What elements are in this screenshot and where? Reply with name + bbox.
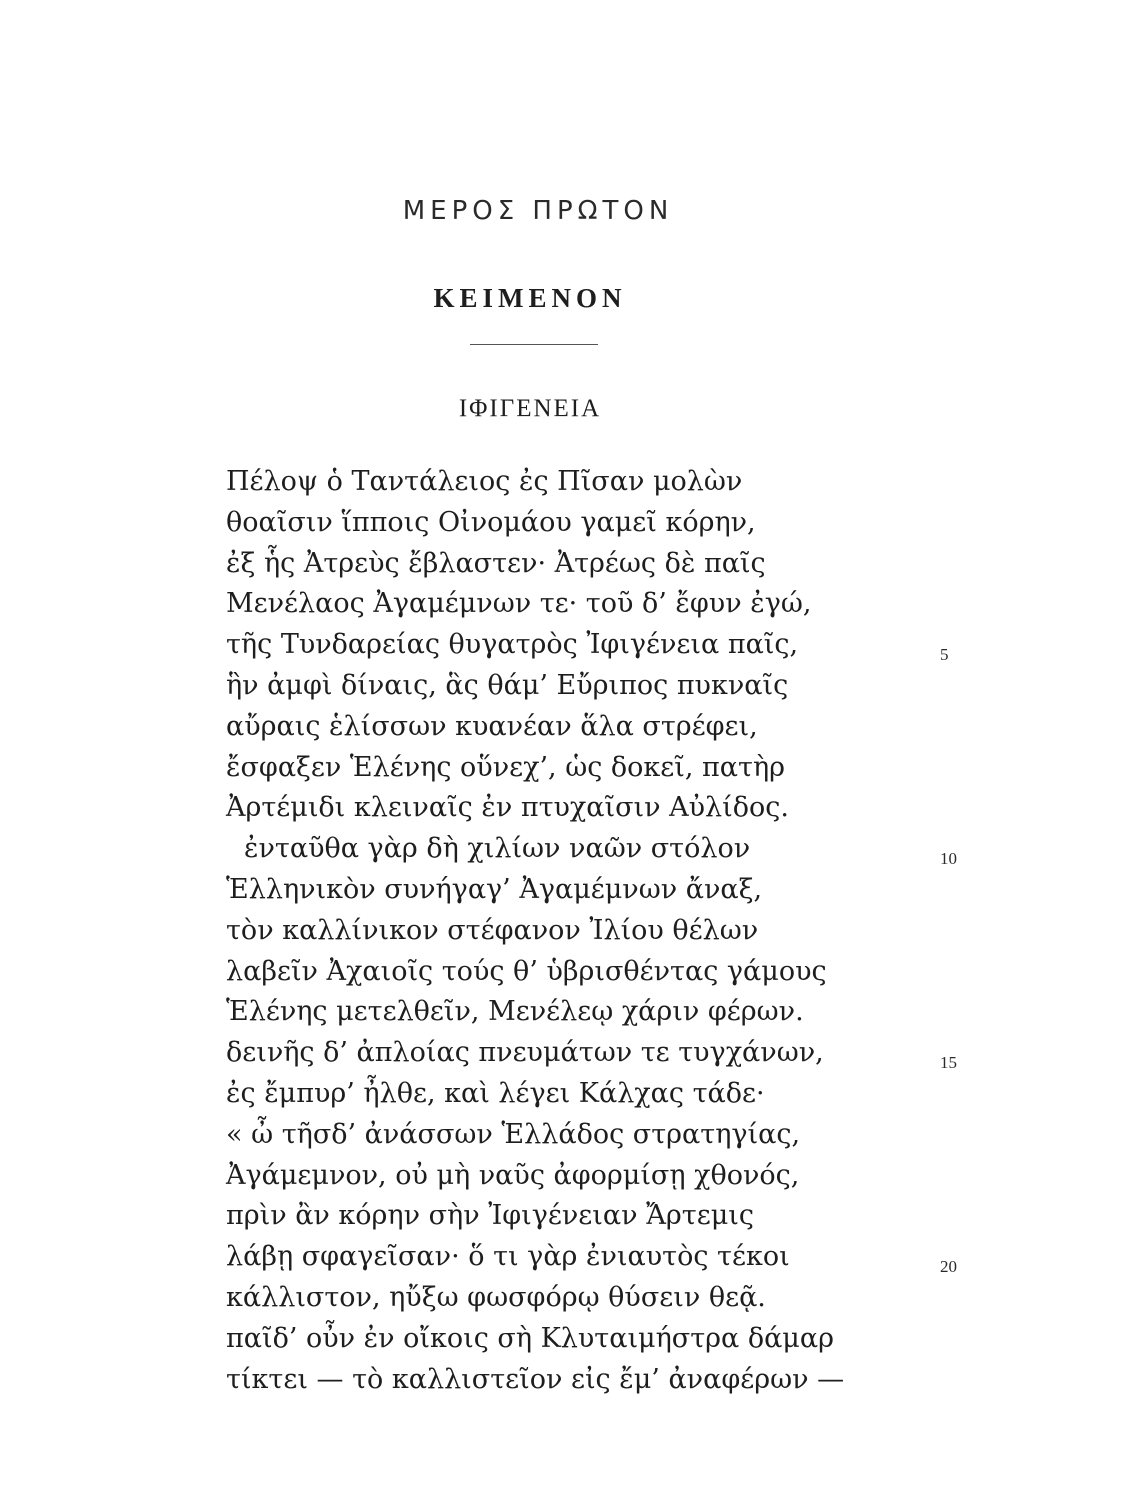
verse-line: τίκτει — τὸ καλλιστεῖον εἰς ἔμ’ ἀναφέρων — bbox=[226, 1363, 845, 1395]
verse-line: κάλλιστον, ηὔξω φωσφόρῳ θύσειν θεᾷ. bbox=[226, 1281, 766, 1313]
verse-list bbox=[226, 462, 886, 1400]
line-number: 5 bbox=[940, 645, 949, 664]
verse-line: Πέλοψ ὁ Ταντάλειος ἐς Πῖσαν μολὼν bbox=[226, 466, 743, 497]
verse-line: παῖδ’ οὖν ἐν οἴκοις σὴ Κλυταιμήστρα δάμαρ bbox=[226, 1322, 834, 1354]
verse-line: ἐς ἔμπυρ’ ἦλθε, καὶ λέγει Κάλχας τάδε· bbox=[226, 1077, 765, 1109]
verse-line: αὔραις ἑλίσσων κυανέαν ἅλα στρέφει, bbox=[226, 710, 758, 742]
verse-line: Ἀρτέμιδι κλειναῖς ἐν πτυχαῖσιν Αὐλίδος. bbox=[226, 792, 789, 824]
verse-line: ἣν ἀμφὶ δίναις, ἃς θάμ’ Εὔριπος πυκναῖς bbox=[226, 669, 789, 701]
verse-line: λαβεῖν Ἀχαιοῖς τούς θ’ ὑβρισθέντας γάμους bbox=[226, 955, 827, 987]
verse-line: τὸν καλλίνικον στέφανον Ἰλίου θέλων bbox=[226, 914, 759, 946]
verse-line: Ἑλένης μετελθεῖν, Μενέλεῳ χάριν φέρων. bbox=[226, 996, 804, 1028]
section-heading: ΚΕΙΜΕΝΟΝ bbox=[433, 283, 627, 313]
line-number: 10 bbox=[940, 849, 957, 868]
line-number: 20 bbox=[940, 1257, 957, 1276]
verse-line: δεινῆς δ’ ἀπλοίας πνευμάτων τε τυγχάνων, bbox=[226, 1037, 824, 1069]
verse-line: Ἑλληνικὸν συνήγαγ’ Ἀγαμέμνων ἄναξ, bbox=[226, 873, 763, 905]
verse-line: λάβῃ σφαγεῖσαν· ὅ τι γὰρ ἐνιαυτὸς τέκοι bbox=[226, 1241, 790, 1273]
verse-line: Μενέλαος Ἀγαμέμνων τε· τοῦ δ’ ἔφυν ἐγώ, bbox=[226, 588, 812, 620]
verse-line: ἐξ ἧς Ἀτρεὺς ἔβλαστεν· Ἀτρέως δὲ παῖς bbox=[226, 547, 766, 579]
verse-line: θοαῖσιν ἵπποις Οἰνομάου γαμεῖ κόρην, bbox=[226, 506, 756, 538]
line-number: 15 bbox=[940, 1053, 957, 1072]
play-title: ΙΦΙΓΕΝΕΙΑ bbox=[458, 395, 602, 422]
verse-line: Ἀγάμεμνον, οὐ μὴ ναῦς ἀφορμίσῃ χθονός, bbox=[226, 1159, 800, 1191]
verse-line: τῆς Τυνδαρείας θυγατρὸς Ἰφιγένεια παῖς, bbox=[226, 629, 799, 661]
heading-divider bbox=[470, 344, 598, 345]
verse-line: ἔσφαξεν Ἑλένης οὕνεχ’, ὡς δοκεῖ, πατὴρ bbox=[226, 751, 786, 783]
part-heading: ΜΕΡΟΣ ΠΡΩΤΟΝ bbox=[402, 196, 674, 226]
verse-line: πρὶν ἂν κόρην σὴν Ἰφιγένειαν Ἄρτεμις bbox=[226, 1200, 754, 1232]
verse-line: « ὦ τῆσδ’ ἀνάσσων Ἑλλάδος στρατηγίας, bbox=[226, 1118, 801, 1150]
verse-line: ἐνταῦθα γὰρ δὴ χιλίων ναῶν στόλον bbox=[244, 833, 751, 865]
